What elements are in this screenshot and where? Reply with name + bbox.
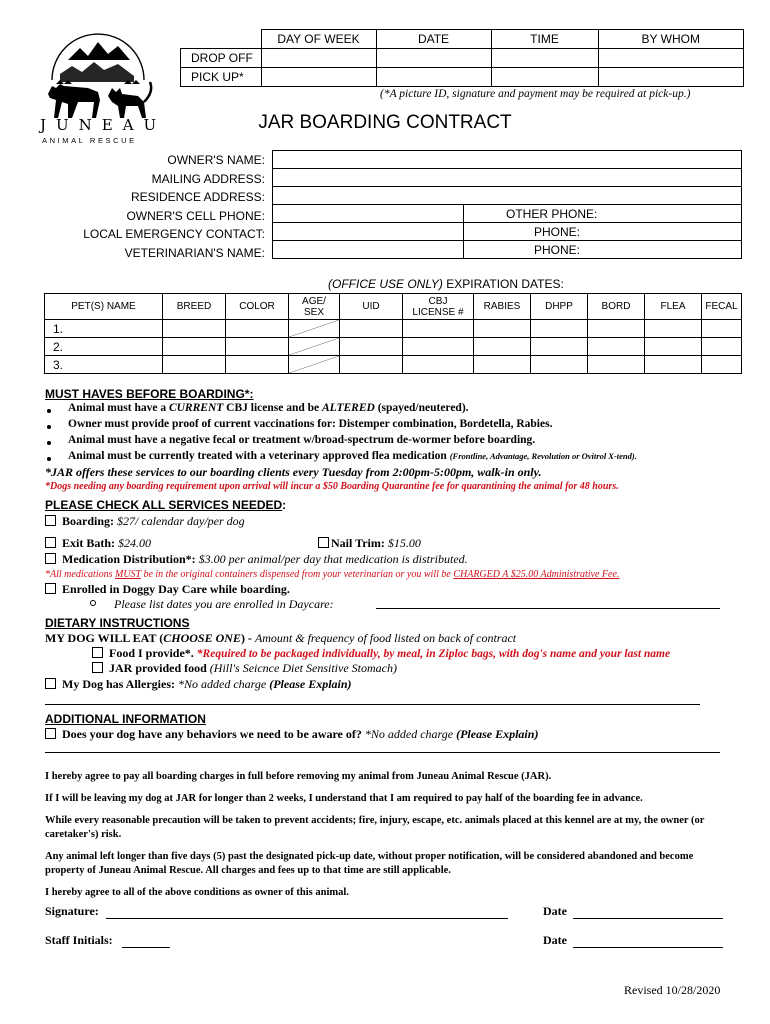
pet-age-sex-cell[interactable]	[289, 338, 340, 356]
signature-line[interactable]	[106, 918, 508, 919]
emergency-contact-label: LOCAL EMERGENCY CONTACT:	[83, 227, 265, 241]
checkbox-icon[interactable]	[45, 553, 56, 564]
logo-subtitle: ANIMAL RESCUE	[42, 136, 137, 145]
pet-bord-cell[interactable]	[588, 356, 645, 374]
allergies-explain-line[interactable]	[45, 704, 700, 705]
pet-breed-cell[interactable]	[163, 320, 226, 338]
dog-allergies[interactable]	[45, 677, 352, 692]
agreements	[45, 770, 725, 900]
pet-flea-cell[interactable]	[645, 338, 702, 356]
pet-breed-cell[interactable]	[163, 356, 226, 374]
service-exit-bath[interactable]	[45, 536, 151, 551]
pet-age-sex-cell[interactable]	[289, 356, 340, 374]
owner-name-label: OWNER'S NAME:	[167, 153, 265, 167]
pet-row-number: 2.	[53, 339, 64, 354]
pet-name-cell[interactable]	[45, 356, 163, 374]
veterinarian-phone-label: PHONE:	[534, 242, 581, 257]
agreement-risk: While every reasonable precaution will be taken to prevent accidents; fire, injury, escape, etc. animals placed at this kennel are at my, the owner (or caretaker's) risk.	[45, 815, 705, 840]
service-boarding[interactable]	[45, 514, 245, 529]
pick-up-time-cell[interactable]	[491, 68, 598, 87]
logo-name: JUNEAU	[40, 116, 167, 134]
owner-cell-phone-field[interactable]	[273, 205, 464, 223]
daycare-dates-label: Please list dates you are enrolled in Daycare:	[114, 597, 334, 611]
diagonal-divider-icon	[289, 320, 339, 337]
med-note-charge: CHARGED A $25.00 Administrative Fee.	[453, 569, 620, 580]
exit-bath-price: $24.00	[118, 536, 152, 550]
nail-trim-price: $15.00	[387, 536, 421, 550]
pets-table	[44, 293, 742, 374]
allergies-explain: (Please Explain)	[269, 677, 352, 691]
req-license-current: CURRENT	[168, 402, 224, 414]
requirement-vaccinations: Owner must provide proof of current vaccinations for: Distemper combination, Bordetella, Rabies.	[68, 418, 553, 430]
pets-header-cbj-license: CBJ LICENSE #	[403, 294, 474, 320]
medication-label: Medication Distribution*:	[62, 552, 199, 566]
pet-fecal-cell[interactable]	[702, 356, 742, 374]
boarding-label: Boarding:	[62, 514, 118, 528]
checkbox-icon[interactable]	[45, 728, 56, 739]
bullet-icon	[47, 425, 51, 429]
staff-date-line[interactable]	[573, 947, 723, 948]
pet-dhpp-cell[interactable]	[531, 338, 588, 356]
pet-age-sex-cell[interactable]	[289, 320, 340, 338]
other-phone-field[interactable]	[464, 205, 742, 223]
pets-header-rabies: RABIES	[474, 294, 531, 320]
req-flea-brands: (Frontline, Advantage, Revolution or Ovitrol X-tend).	[449, 451, 637, 461]
emergency-phone-label: PHONE:	[534, 224, 581, 239]
bullet-icon	[47, 409, 51, 413]
nail-trim-label: Nail Trim:	[331, 536, 388, 550]
owner-fields-table	[272, 150, 742, 259]
eat-c: ) -	[240, 631, 255, 645]
dog-cat-logo-icon	[38, 22, 156, 122]
agreement-abandoned: Any animal left longer than five days (5) past the designated pick-up date, without proper notification, will be considered abandoned and become property of Juneau Animal Rescue. All charges and fees up to that time are still applicable.	[45, 851, 694, 876]
jar-provided-food[interactable]	[92, 661, 397, 676]
pet-dhpp-cell[interactable]	[531, 356, 588, 374]
pet-uid-cell[interactable]	[340, 320, 403, 338]
pet-row-number: 3.	[53, 357, 64, 372]
schedule-header-date: DATE	[376, 30, 491, 49]
pet-rabies-cell[interactable]	[474, 338, 531, 356]
behaviors-note: *No added charge	[364, 727, 457, 741]
diagonal-divider-icon	[289, 356, 339, 373]
owner-name-field[interactable]	[273, 151, 742, 169]
pet-cbj-cell[interactable]	[403, 338, 474, 356]
schedule-header-by-whom: BY WHOM	[598, 30, 744, 49]
boarding-price: $27/ calendar day/per dog	[117, 514, 245, 528]
medication-price: $3.00 per animal/per day that medication is distributed.	[198, 552, 468, 566]
signature-date-label: Date	[543, 904, 567, 918]
med-note-a: *All medications	[45, 569, 115, 580]
pet-rabies-cell[interactable]	[474, 320, 531, 338]
daycare-dates-line[interactable]	[376, 608, 720, 609]
behaviors-question[interactable]	[45, 727, 538, 742]
service-medication[interactable]	[45, 552, 468, 567]
agreement-two-weeks: If I will be leaving my dog at JAR for longer than 2 weeks, I understand that I am required to pay half of the boarding fee in advance.	[45, 793, 643, 804]
pet-breed-cell[interactable]	[163, 338, 226, 356]
dietary-heading: DIETARY INSTRUCTIONS	[45, 616, 190, 630]
pet-row-2	[45, 338, 742, 356]
pet-row-3	[45, 356, 742, 374]
residence-address-label: RESIDENCE ADDRESS:	[130, 190, 265, 204]
jar-food-label: JAR provided food	[109, 661, 210, 675]
pet-cbj-cell[interactable]	[403, 356, 474, 374]
pet-flea-cell[interactable]	[645, 356, 702, 374]
pets-header-dhpp: DHPP	[531, 294, 588, 320]
pet-rabies-cell[interactable]	[474, 356, 531, 374]
residence-address-field[interactable]	[273, 187, 742, 205]
daycare-label: Enrolled in Doggy Day Care while boarding.	[62, 582, 290, 596]
jar-offers-note: *JAR offers these services to our boarding clients every Tuesday from 2:00pm-5:00pm, walk-in only.	[45, 465, 542, 479]
pet-uid-cell[interactable]	[340, 356, 403, 374]
pets-header-bord: BORD	[588, 294, 645, 320]
pets-header-age-sex: AGE/ SEX	[289, 294, 340, 320]
diagonal-divider-icon	[289, 338, 339, 355]
schedule-row-pick-up: PICK UP*	[181, 68, 262, 87]
requirement-flea	[68, 450, 637, 462]
daycare-dates	[90, 597, 334, 612]
med-note-c: be in the original containers dispensed from your veterinarian or you will be	[140, 569, 454, 580]
pet-fecal-cell[interactable]	[702, 320, 742, 338]
pets-header-name: PET(S) NAME	[45, 294, 163, 320]
schedule-table	[180, 29, 744, 87]
pick-up-date-cell[interactable]	[376, 68, 491, 87]
revised-date: Revised 10/28/2020	[624, 983, 721, 997]
pets-header-uid: UID	[340, 294, 403, 320]
schedule-header-time: TIME	[491, 30, 598, 49]
pet-dhpp-cell[interactable]	[531, 320, 588, 338]
expiration-dates-label: EXPIRATION DATES:	[442, 277, 564, 291]
food-i-provide[interactable]	[92, 646, 670, 661]
pets-header-flea: FLEA	[645, 294, 702, 320]
bullet-icon	[47, 441, 51, 445]
med-note-must: MUST	[115, 569, 141, 580]
pet-name-cell[interactable]	[45, 338, 163, 356]
pet-color-cell[interactable]	[226, 320, 289, 338]
veterinarian-name-field[interactable]	[273, 241, 464, 259]
emergency-phone-field[interactable]	[464, 223, 742, 241]
checkbox-icon[interactable]	[92, 647, 103, 658]
checkbox-icon[interactable]	[92, 662, 103, 673]
pet-bord-cell[interactable]	[588, 320, 645, 338]
must-haves-heading: MUST HAVES BEFORE BOARDING*:	[45, 387, 254, 401]
pet-row-1	[45, 320, 742, 338]
pick-up-day-cell[interactable]	[261, 68, 376, 87]
food-provide-note: *Required to be packaged individually, by meal, in Ziploc bags, with dog's name and your last name	[196, 648, 671, 660]
veterinarian-phone-field[interactable]	[464, 241, 742, 259]
schedule-header-day: DAY OF WEEK	[261, 30, 376, 49]
drop-off-date-cell[interactable]	[376, 49, 491, 68]
checkbox-icon[interactable]	[45, 583, 56, 594]
mailing-address-label: MAILING ADDRESS:	[151, 171, 265, 186]
pick-up-by-whom-cell[interactable]	[598, 68, 744, 87]
owner-labels	[40, 151, 265, 262]
schedule-row-drop-off: DROP OFF	[181, 49, 262, 68]
eat-choose-one: CHOOSE ONE	[163, 631, 241, 645]
behaviors-explain-line[interactable]	[45, 752, 720, 753]
pet-cbj-cell[interactable]	[403, 320, 474, 338]
pets-header-fecal: FECAL	[702, 294, 742, 320]
req-license-altered: ALTERED	[322, 402, 375, 414]
staff-date-label: Date	[543, 933, 567, 947]
staff-initials-line[interactable]	[122, 947, 170, 948]
checkbox-icon[interactable]	[45, 678, 56, 689]
checkbox-icon[interactable]	[45, 537, 56, 548]
food-provide-label: Food I provide*.	[109, 646, 197, 660]
drop-off-time-cell[interactable]	[491, 49, 598, 68]
pet-color-cell[interactable]	[226, 356, 289, 374]
office-use-note	[328, 277, 564, 291]
eat-amount-note: Amount & frequency of food listed on back of contract	[254, 631, 517, 645]
pets-header-breed: BREED	[163, 294, 226, 320]
bullet-icon	[47, 457, 51, 461]
services-heading: PLEASE CHECK ALL SERVICES NEEDED:	[45, 498, 287, 512]
behaviors-label: Does your dog have any behaviors we need to be aware of?	[62, 727, 365, 741]
agreement-conditions: I hereby agree to all of the above conditions as owner of this animal.	[45, 887, 349, 898]
circle-bullet-icon	[90, 600, 96, 606]
pet-bord-cell[interactable]	[588, 338, 645, 356]
drop-off-by-whom-cell[interactable]	[598, 49, 744, 68]
drop-off-day-cell[interactable]	[261, 49, 376, 68]
pets-header-color: COLOR	[226, 294, 289, 320]
office-use-label: (OFFICE USE ONLY)	[328, 277, 443, 291]
quarantine-fee-note: *Dogs needing any boarding requirement upon arrival will incur a $50 Boarding Quarantine fee for quarantining the animal for 48 hours.	[45, 481, 619, 492]
agreement-pay: I hereby agree to pay all boarding charges in full before removing my animal from Juneau Animal Rescue (JAR).	[45, 771, 552, 782]
pet-flea-cell[interactable]	[645, 320, 702, 338]
pickup-note: (*A picture ID, signature and payment may be required at pick-up.)	[380, 88, 691, 100]
owner-cell-phone-label: OWNER'S CELL PHONE:	[126, 208, 265, 223]
pet-uid-cell[interactable]	[340, 338, 403, 356]
requirement-license	[68, 402, 469, 414]
staff-initials-label: Staff Initials:	[45, 933, 113, 947]
behaviors-explain: (Please Explain)	[456, 727, 539, 741]
page-title: JAR BOARDING CONTRACT	[258, 112, 512, 133]
additional-heading: ADDITIONAL INFORMATION	[45, 712, 206, 726]
requirement-fecal: Animal must have a negative fecal or treatment w/broad-spectrum de-wormer before boarding.	[68, 434, 536, 446]
req-license-a: Animal must have a	[68, 402, 169, 414]
eat-a: MY DOG WILL EAT (	[45, 631, 164, 645]
services-heading-text: PLEASE CHECK ALL SERVICES NEEDED	[45, 498, 283, 512]
signature-label: Signature:	[45, 904, 99, 918]
signature-date-line[interactable]	[573, 918, 723, 919]
exit-bath-label: Exit Bath:	[62, 536, 119, 550]
checkbox-icon[interactable]	[318, 537, 329, 548]
pet-fecal-cell[interactable]	[702, 338, 742, 356]
service-nail-trim[interactable]	[318, 536, 421, 551]
pet-name-cell[interactable]	[45, 320, 163, 338]
allergies-note: *No added charge	[178, 677, 270, 691]
pet-color-cell[interactable]	[226, 338, 289, 356]
dog-will-eat	[45, 631, 516, 646]
medication-fee-note	[45, 569, 619, 580]
req-flea-text: Animal must be currently treated with a veterinary approved flea medication	[68, 450, 450, 462]
mailing-address-field[interactable]	[273, 169, 742, 187]
veterinarian-name-label: VETERINARIAN'S NAME:	[124, 245, 265, 260]
req-license-e: (spayed/neutered).	[374, 402, 469, 414]
req-license-c: CBJ license and be	[223, 402, 322, 414]
allergies-label: My Dog has Allergies:	[62, 677, 178, 691]
checkbox-icon[interactable]	[45, 515, 56, 526]
emergency-contact-field[interactable]	[273, 223, 464, 241]
jar-food-note: (Hill's Seicnce Diet Sensitive Stomach)	[209, 661, 397, 675]
service-daycare[interactable]	[45, 582, 290, 597]
pet-row-number: 1.	[53, 321, 64, 336]
other-phone-label: OTHER PHONE:	[506, 206, 598, 221]
